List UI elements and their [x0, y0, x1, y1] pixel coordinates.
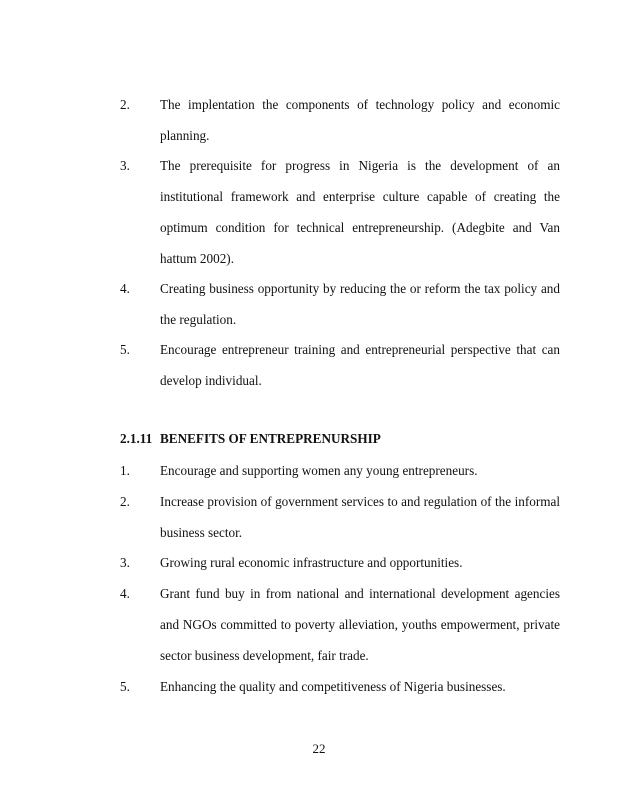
list-item — [120, 273, 560, 335]
list-item-number: 5. — [120, 679, 130, 694]
list-item — [120, 334, 560, 396]
list-item-text: Increase provision of government services to and regulation of the informal business sector. — [160, 494, 560, 540]
list-item-text: Enhancing the quality and competitiveness of Nigeria businesses. — [160, 679, 506, 694]
list-item-number: 2. — [120, 97, 130, 112]
section-title: BENEFITS OF ENTREPRENURSHIP — [160, 431, 381, 446]
page-number: 22 — [312, 741, 326, 756]
list-item-text: The implentation the components of technology policy and economic planning. — [160, 97, 560, 143]
list-item-number: 1. — [120, 463, 130, 478]
list-item-text: Creating business opportunity by reducing the or reform the tax policy and the regulation. — [160, 281, 560, 327]
list-item — [120, 89, 560, 151]
list-item-number: 4. — [120, 281, 130, 296]
list-item — [120, 455, 560, 486]
list-item — [120, 578, 560, 671]
section-number: 2.1.11 — [120, 431, 153, 446]
list-item-number: 3. — [120, 555, 130, 570]
list-item-text: Encourage entrepreneur training and entrepreneurial perspective that can develop individual. — [160, 342, 560, 388]
list-item-text: Growing rural economic infrastructure and opportunities. — [160, 555, 463, 570]
list-item-number: 3. — [120, 158, 130, 173]
list-item-number: 4. — [120, 586, 130, 601]
list-item — [120, 547, 560, 578]
list-item-number: 2. — [120, 494, 130, 509]
list-item — [120, 486, 560, 548]
list-item — [120, 671, 560, 702]
list-item-number: 5. — [120, 342, 130, 357]
list-item-text: The prerequisite for progress in Nigeria is the development of an institutional framework and enterprise culture capable of creating the optimum condition for technical entrepreneurship. (Adegbite and Van hattum 2002). — [160, 158, 560, 266]
list-item-text: Grant fund buy in from national and international development agencies and NGOs committed to poverty alleviation, youths empowerment, private sector business development, fair trade. — [160, 586, 560, 663]
section-heading — [120, 423, 560, 454]
list-item-text: Encourage and supporting women any young entrepreneurs. — [160, 463, 478, 478]
list-item — [120, 150, 560, 274]
